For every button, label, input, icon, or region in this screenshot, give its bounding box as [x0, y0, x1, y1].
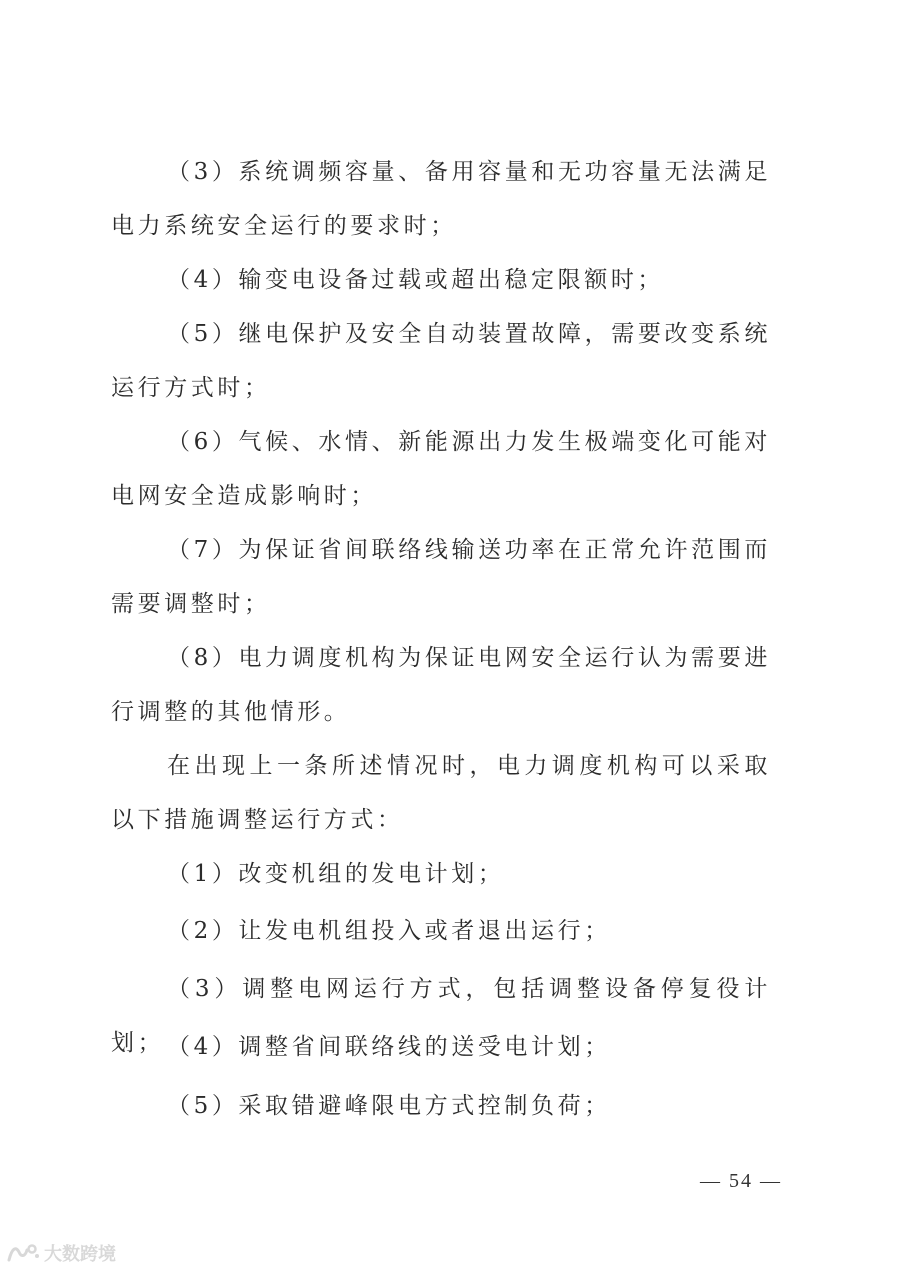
- paragraph-4: （4）输变电设备过载或超出稳定限额时；: [167, 267, 665, 293]
- paragraph-6: （6）气候、水情、新能源出力发生极端变化可能对电网安全造成影响时；: [111, 429, 771, 509]
- paragraph-3: （3）系统调频容量、备用容量和无功容量无法满足电力系统安全运行的要求时；: [111, 159, 771, 239]
- watermark: [6, 1240, 116, 1266]
- measure-1: （1）改变机组的发电计划；: [167, 861, 505, 887]
- measure-4: （4）调整省间联络线的送受电计划；: [167, 1034, 611, 1060]
- measure-2: （2）让发电机组投入或者退出运行；: [167, 918, 611, 944]
- paragraph-8: （8）电力调度机构为保证电网安全运行认为需要进行调整的其他情形。: [111, 645, 771, 725]
- measure-3: （3）调整电网运行方式，包括调整设备停复役计划；: [111, 976, 771, 1056]
- paragraph-measures-intro: 在出现上一条所述情况时，电力调度机构可以采取以下措施调整运行方式：: [111, 753, 771, 833]
- paragraph-7: （7）为保证省间联络线输送功率在正常允许范围而需要调整时；: [111, 537, 771, 617]
- watermark-text: 大数跨境: [44, 1244, 116, 1265]
- paragraph-5: （5）继电保护及安全自动装置故障，需要改变系统运行方式时；: [111, 321, 771, 401]
- watermark-logo-icon: [6, 1242, 40, 1264]
- page-number: — 54 —: [700, 1170, 782, 1192]
- measure-5: （5）采取错避峰限电方式控制负荷；: [167, 1093, 611, 1119]
